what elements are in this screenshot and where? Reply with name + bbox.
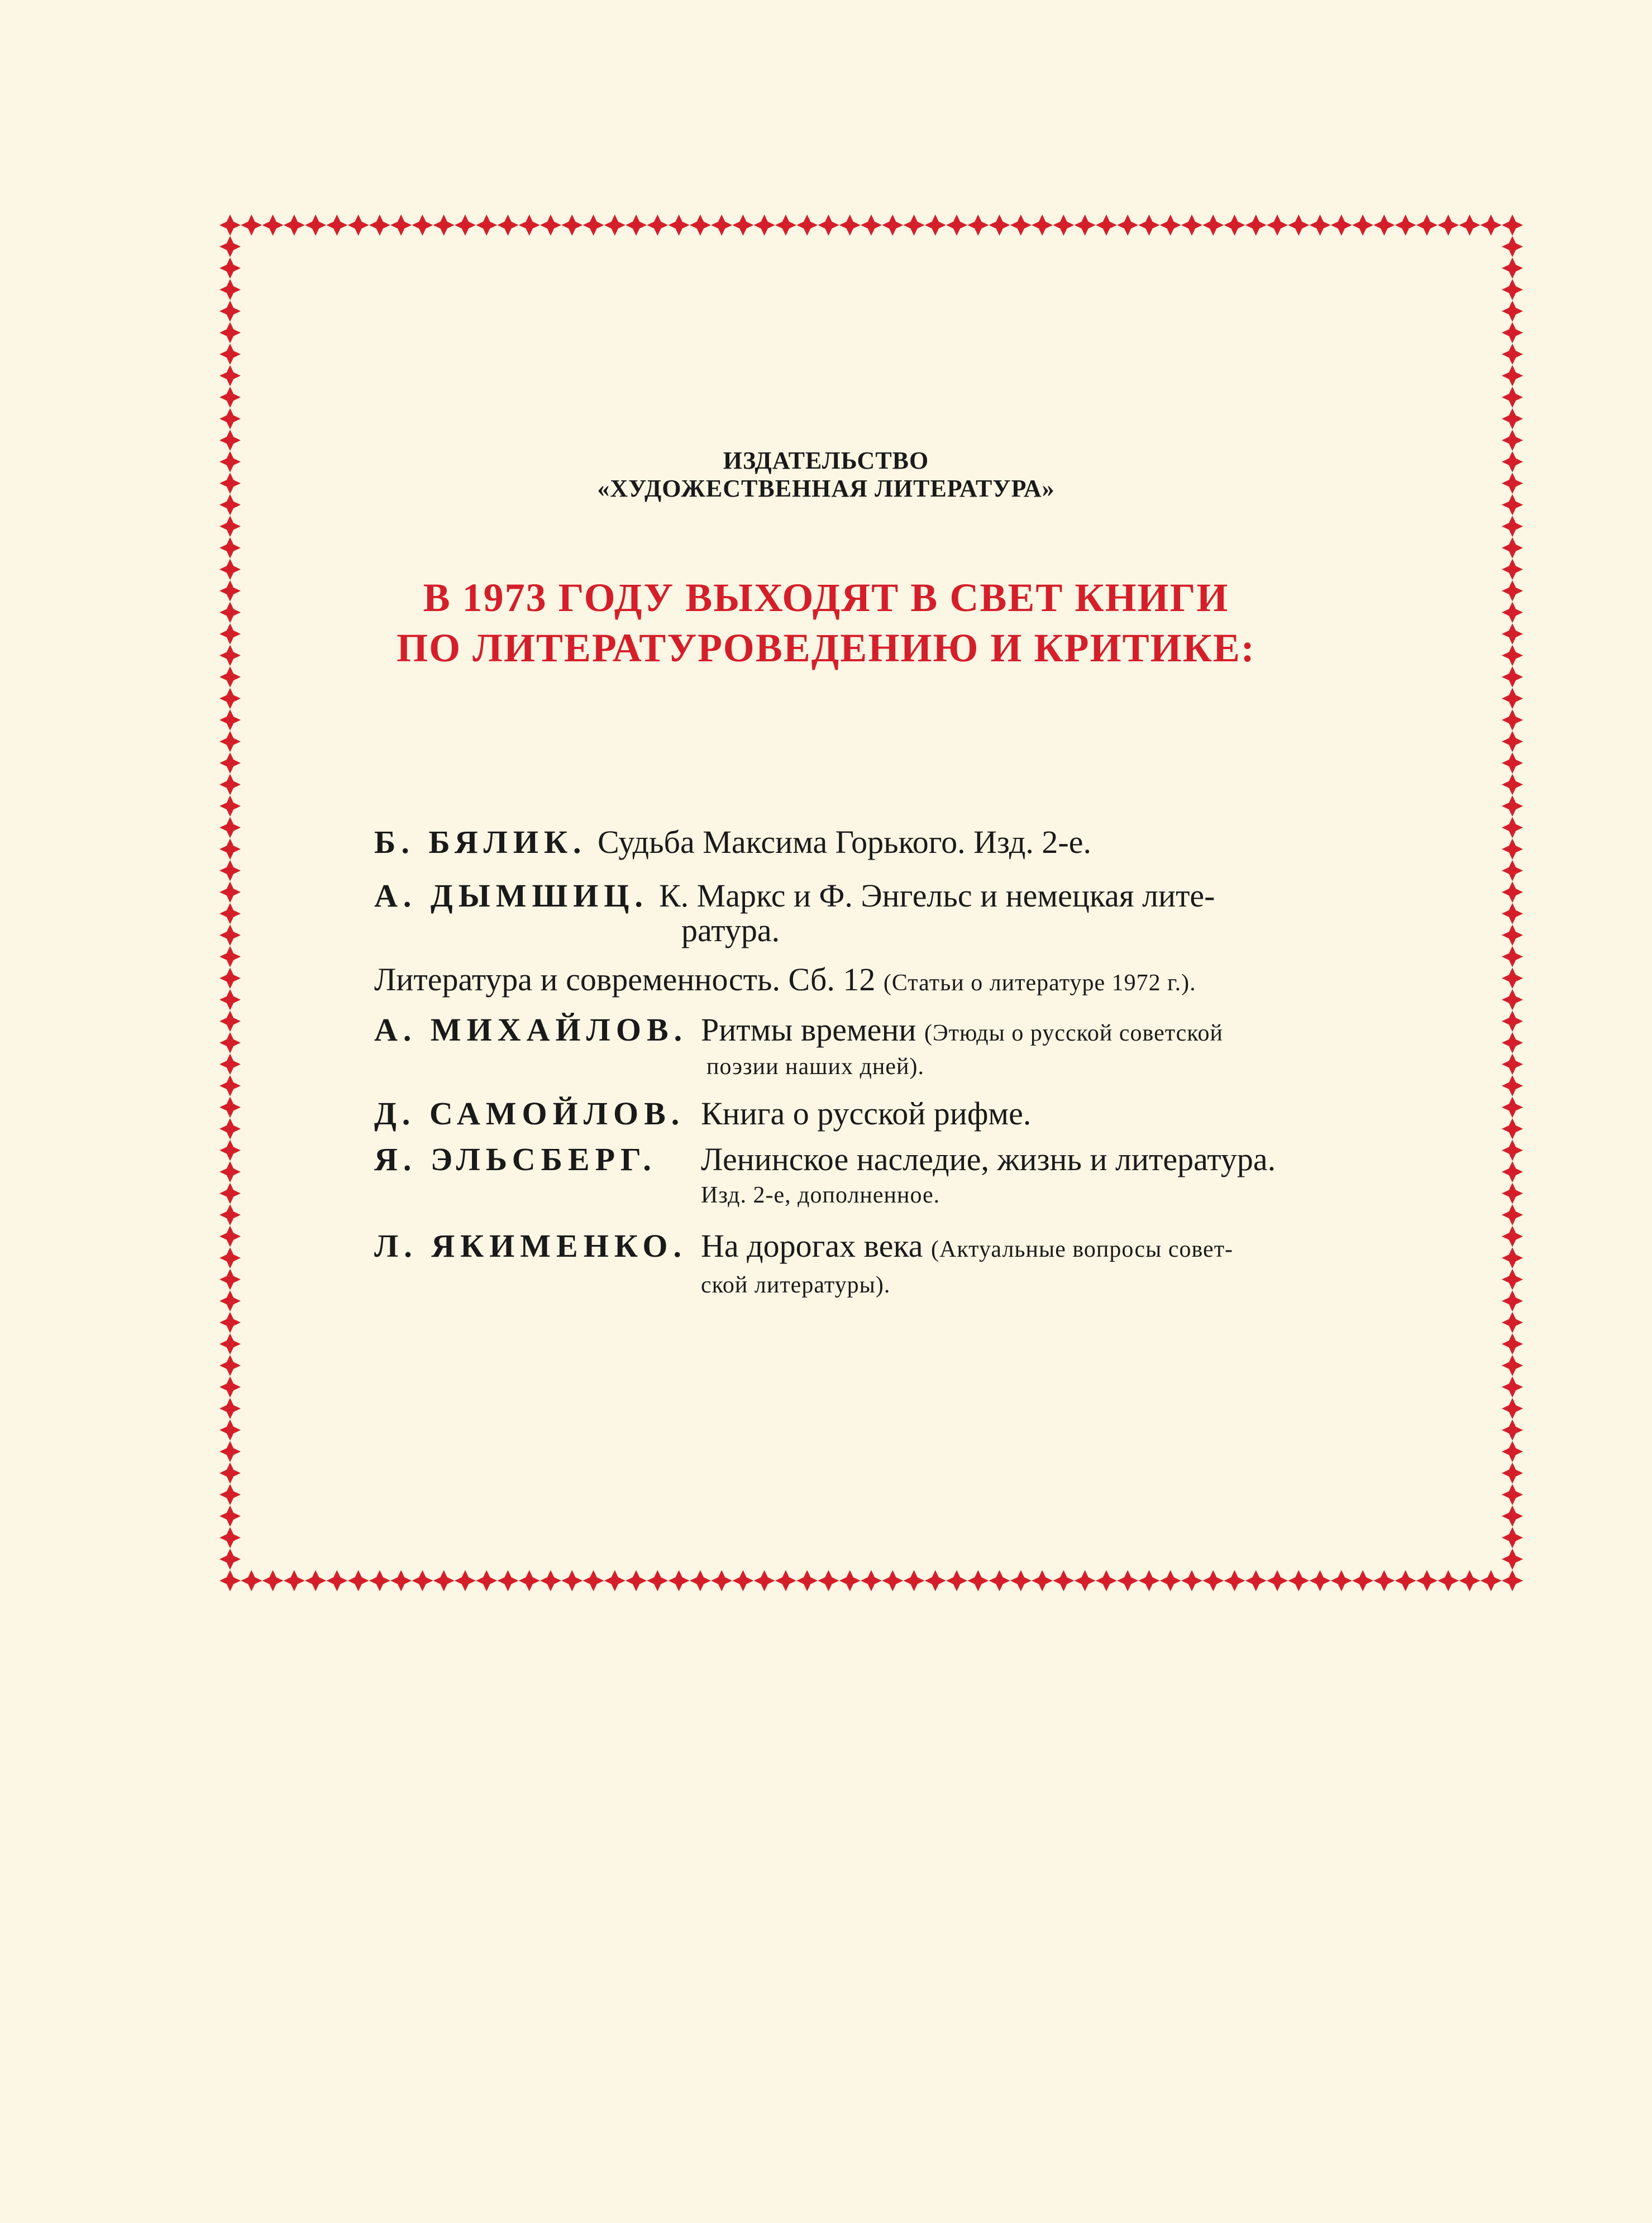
border-star (433, 1570, 455, 1591)
border-star (604, 214, 626, 236)
border-star (326, 214, 347, 236)
border-star (1502, 731, 1523, 752)
border-star (732, 214, 753, 236)
border-star (861, 1570, 882, 1591)
book-title-line-2: ратура. (681, 912, 780, 948)
book-note-line-1: (Этюды о русской советской (924, 1020, 1223, 1046)
book-title: Судьба Максима Горького. Изд. 2-е. (598, 824, 1091, 860)
border-star (219, 1053, 241, 1075)
border-star (1224, 1570, 1245, 1591)
border-star (219, 774, 241, 795)
border-star (1502, 1462, 1523, 1483)
border-star (754, 1570, 775, 1591)
border-star (519, 214, 540, 236)
border-star (669, 214, 690, 236)
border-star (1331, 214, 1352, 236)
border-star (1502, 1527, 1523, 1548)
border-star (669, 1570, 690, 1591)
border-star (1053, 214, 1074, 236)
border-star (1502, 344, 1523, 365)
border-star (1502, 709, 1523, 731)
border-star (219, 1032, 241, 1053)
border-star (219, 214, 241, 236)
border-star (1502, 1484, 1523, 1505)
border-star (882, 1570, 903, 1591)
border-star (326, 1570, 347, 1591)
border-star (1075, 214, 1096, 236)
border-star (219, 967, 241, 989)
border-star (219, 1548, 241, 1570)
border-star (1502, 1333, 1523, 1354)
border-star (1395, 214, 1416, 236)
border-star (219, 903, 241, 924)
book-author: Д. САМОЙЛОВ. (374, 1095, 685, 1132)
border-star (1502, 1398, 1523, 1419)
border-star (412, 1570, 433, 1591)
border-star (219, 236, 241, 257)
border-star (925, 1570, 946, 1591)
border-star (1481, 214, 1502, 236)
border-star (775, 214, 796, 236)
border-star (412, 214, 433, 236)
border-star (754, 214, 775, 236)
border-star (1502, 408, 1523, 430)
border-star (219, 860, 241, 881)
book-title (701, 1010, 1223, 1087)
border-star (284, 214, 305, 236)
border-star (219, 1226, 241, 1247)
border-star (1075, 1570, 1096, 1591)
border-star (519, 1570, 540, 1591)
book-title-text: Ритмы времени (701, 1012, 916, 1048)
border-star (711, 1570, 732, 1591)
border-star (604, 1570, 626, 1591)
border-star (1502, 967, 1523, 989)
border-star (219, 1505, 241, 1526)
border-star (1502, 1204, 1523, 1225)
border-star (1288, 1570, 1309, 1591)
border-star (1032, 1570, 1053, 1591)
border-star (1502, 1226, 1523, 1247)
border-star (1224, 214, 1245, 236)
border-star (775, 1570, 796, 1591)
border-star (241, 214, 262, 236)
border-star (1502, 688, 1523, 709)
border-star (1502, 1312, 1523, 1333)
book-author: Л. ЯКИМЕНКО. (374, 1228, 687, 1264)
border-star (796, 1570, 818, 1591)
border-star (219, 752, 241, 774)
border-star (1502, 1075, 1523, 1096)
book-title: Книга о русской рифме. (701, 1095, 1032, 1132)
border-star (1502, 774, 1523, 795)
border-star (219, 1355, 241, 1376)
border-star (1202, 214, 1224, 236)
border-star (1053, 1570, 1074, 1591)
border-star (1502, 1183, 1523, 1204)
border-star (219, 1462, 241, 1483)
border-star (1502, 838, 1523, 860)
border-star (497, 1570, 518, 1591)
border-star (1459, 1570, 1480, 1591)
border-star (1438, 1570, 1459, 1591)
border-star (1502, 1118, 1523, 1139)
border-star (1288, 214, 1309, 236)
border-star (647, 1570, 668, 1591)
border-star (219, 1484, 241, 1505)
border-star (476, 1570, 497, 1591)
border-star (583, 1570, 604, 1591)
border-star (219, 1312, 241, 1333)
border-star (1502, 1247, 1523, 1268)
border-star (1502, 1376, 1523, 1397)
border-star (1160, 1570, 1181, 1591)
publisher-name (0, 447, 1652, 503)
border-star (1245, 214, 1267, 236)
border-star (1502, 989, 1523, 1010)
border-star (305, 214, 326, 236)
border-star (219, 537, 241, 559)
border-star (1438, 214, 1459, 236)
border-star (1138, 214, 1159, 236)
border-star (219, 1118, 241, 1139)
border-star (219, 1161, 241, 1182)
border-star (219, 279, 241, 300)
publisher-line-1: ИЗДАТЕЛЬСТВО (723, 447, 929, 474)
publisher-line-2: «ХУДОЖЕСТВЕННАЯ ЛИТЕРАТУРА» (597, 475, 1055, 502)
book-note-line-2: поэзии наших дней). (706, 1054, 924, 1080)
border-star (1416, 214, 1438, 236)
border-star (1502, 1032, 1523, 1053)
border-star (219, 257, 241, 279)
border-star (219, 516, 241, 537)
border-star (1502, 1505, 1523, 1526)
border-star (967, 1570, 989, 1591)
border-star (219, 946, 241, 967)
border-star (390, 214, 412, 236)
book-author: Б. БЯЛИК. (374, 824, 587, 860)
border-star (946, 214, 967, 236)
border-star (348, 1570, 369, 1591)
border-star (262, 1570, 284, 1591)
border-star (1181, 214, 1202, 236)
border-star (219, 1183, 241, 1204)
border-star (219, 1333, 241, 1354)
border-star (1416, 1570, 1438, 1591)
border-star (561, 1570, 583, 1591)
border-star (219, 1570, 241, 1591)
border-star (1502, 860, 1523, 881)
border-star (1502, 1161, 1523, 1182)
border-star (882, 214, 903, 236)
border-star (1502, 214, 1523, 236)
headline-line-1: В 1973 ГОДУ ВЫХОДЯТ В СВЕТ КНИГИ (423, 575, 1229, 620)
border-star (989, 214, 1010, 236)
border-star (1310, 1570, 1331, 1591)
border-star (241, 1570, 262, 1591)
border-star (1502, 1096, 1523, 1118)
border-star (455, 1570, 476, 1591)
border-star (219, 1527, 241, 1548)
border-star (1502, 817, 1523, 838)
border-star (540, 1570, 561, 1591)
border-star (861, 214, 882, 236)
book-note: (Статьи о литературе 1972 г.). (883, 970, 1196, 996)
border-star (219, 1140, 241, 1161)
border-star (818, 1570, 839, 1591)
border-star (1481, 1570, 1502, 1591)
border-star (1352, 1570, 1373, 1591)
border-star (1502, 881, 1523, 903)
border-star (711, 214, 732, 236)
border-star (583, 214, 604, 236)
border-star (626, 214, 647, 236)
border-star (1502, 903, 1523, 924)
book-title (701, 1139, 1276, 1215)
border-star (1395, 1570, 1416, 1591)
border-star (219, 817, 241, 838)
border-star (1502, 322, 1523, 344)
border-star (219, 387, 241, 408)
border-star (1502, 1548, 1523, 1570)
border-star (219, 1247, 241, 1268)
border-star (1502, 1419, 1523, 1440)
border-star (1459, 214, 1480, 236)
border-star (219, 1441, 241, 1462)
border-star (1181, 1570, 1202, 1591)
border-star (1502, 1140, 1523, 1161)
border-star (796, 214, 818, 236)
border-star (219, 1376, 241, 1397)
border-star (925, 214, 946, 236)
border-star (219, 1010, 241, 1032)
book-title: Литература и современность. Сб. 12 (374, 961, 876, 998)
border-star (1096, 1570, 1117, 1591)
border-star (1502, 387, 1523, 408)
border-star (561, 214, 583, 236)
border-star (219, 322, 241, 344)
border-star (1267, 1570, 1288, 1591)
border-star (1502, 537, 1523, 559)
border-star (1502, 300, 1523, 322)
border-star (219, 1096, 241, 1118)
border-star (219, 795, 241, 817)
border-star (219, 300, 241, 322)
book-author: А. ДЫМШИЦ. (374, 877, 648, 914)
book-title-text: На дорогах века (701, 1228, 923, 1264)
border-star (348, 214, 369, 236)
border-star (1502, 1441, 1523, 1462)
border-star (390, 1570, 412, 1591)
border-star (540, 214, 561, 236)
border-star (219, 709, 241, 731)
border-star (1117, 214, 1138, 236)
border-star (497, 214, 518, 236)
border-star (219, 1290, 241, 1311)
border-star (219, 731, 241, 752)
book-title-line-1 (701, 1226, 1233, 1270)
book-title-line-1: К. Маркс и Ф. Энгельс и немецкая лите- (659, 877, 1215, 914)
border-star (219, 1398, 241, 1419)
border-star (1502, 924, 1523, 946)
border-star (1352, 214, 1373, 236)
border-star (219, 688, 241, 709)
border-star (219, 1269, 241, 1290)
border-star (967, 214, 989, 236)
border-star (1373, 1570, 1395, 1591)
border-star (219, 365, 241, 387)
border-star (1502, 1010, 1523, 1032)
border-star (219, 881, 241, 903)
border-star (1160, 214, 1181, 236)
border-star (262, 214, 284, 236)
border-star (369, 1570, 390, 1591)
border-star (219, 838, 241, 860)
border-star (1502, 1290, 1523, 1311)
book-title-row (374, 960, 1196, 1003)
book-note: Изд. 2-е, дополненное. (701, 1182, 940, 1208)
border-star (1502, 236, 1523, 257)
border-star (732, 1570, 753, 1591)
border-star (219, 989, 241, 1010)
border-star (989, 1570, 1010, 1591)
border-star (946, 1570, 967, 1591)
border-star (1502, 1570, 1523, 1591)
border-star (219, 924, 241, 946)
book-note-line-2: ской литературы). (701, 1272, 891, 1298)
border-star (1373, 214, 1395, 236)
page-headline (0, 573, 1652, 673)
border-star (219, 1204, 241, 1225)
border-star (818, 214, 839, 236)
border-star (1502, 946, 1523, 967)
border-star (1331, 1570, 1352, 1591)
book-note-line-1: (Актуальные вопросы совет- (931, 1237, 1234, 1262)
book-title-line-1: Ленинское наследие, жизнь и литература. (701, 1141, 1276, 1177)
border-star (219, 1419, 241, 1440)
border-star (839, 214, 861, 236)
border-star (369, 214, 390, 236)
border-star (219, 344, 241, 365)
border-star (305, 1570, 326, 1591)
border-star (1502, 752, 1523, 774)
border-star (690, 1570, 711, 1591)
headline-line-2: ПО ЛИТЕРАТУРОВЕДЕНИЮ И КРИТИКЕ: (397, 626, 1255, 670)
border-star (1010, 214, 1032, 236)
border-star (1010, 1570, 1032, 1591)
book-author: А. МИХАЙЛОВ. (374, 1012, 688, 1048)
border-star (476, 214, 497, 236)
border-star (1502, 1355, 1523, 1376)
border-star (1502, 795, 1523, 817)
border-star (433, 214, 455, 236)
border-star (904, 214, 925, 236)
border-star (1502, 1269, 1523, 1290)
border-star (1502, 1053, 1523, 1075)
border-star (1096, 214, 1117, 236)
book-author: Я. ЭЛЬСБЕРГ. (374, 1141, 657, 1177)
border-star (219, 1075, 241, 1096)
border-star (626, 1570, 647, 1591)
border-star (1117, 1570, 1138, 1591)
border-star (1267, 214, 1288, 236)
border-star (1310, 214, 1331, 236)
border-star (690, 214, 711, 236)
border-star (1245, 1570, 1267, 1591)
border-star (219, 408, 241, 430)
book-title (659, 876, 1215, 951)
border-star (1502, 257, 1523, 279)
border-star (1032, 214, 1053, 236)
border-star (839, 1570, 861, 1591)
border-star (1502, 516, 1523, 537)
border-star (1502, 279, 1523, 300)
border-star (1138, 1570, 1159, 1591)
border-star (284, 1570, 305, 1591)
border-star (1502, 365, 1523, 387)
border-star (455, 214, 476, 236)
border-star (904, 1570, 925, 1591)
border-star (1202, 1570, 1224, 1591)
book-title (701, 1226, 1233, 1305)
border-star (647, 214, 668, 236)
